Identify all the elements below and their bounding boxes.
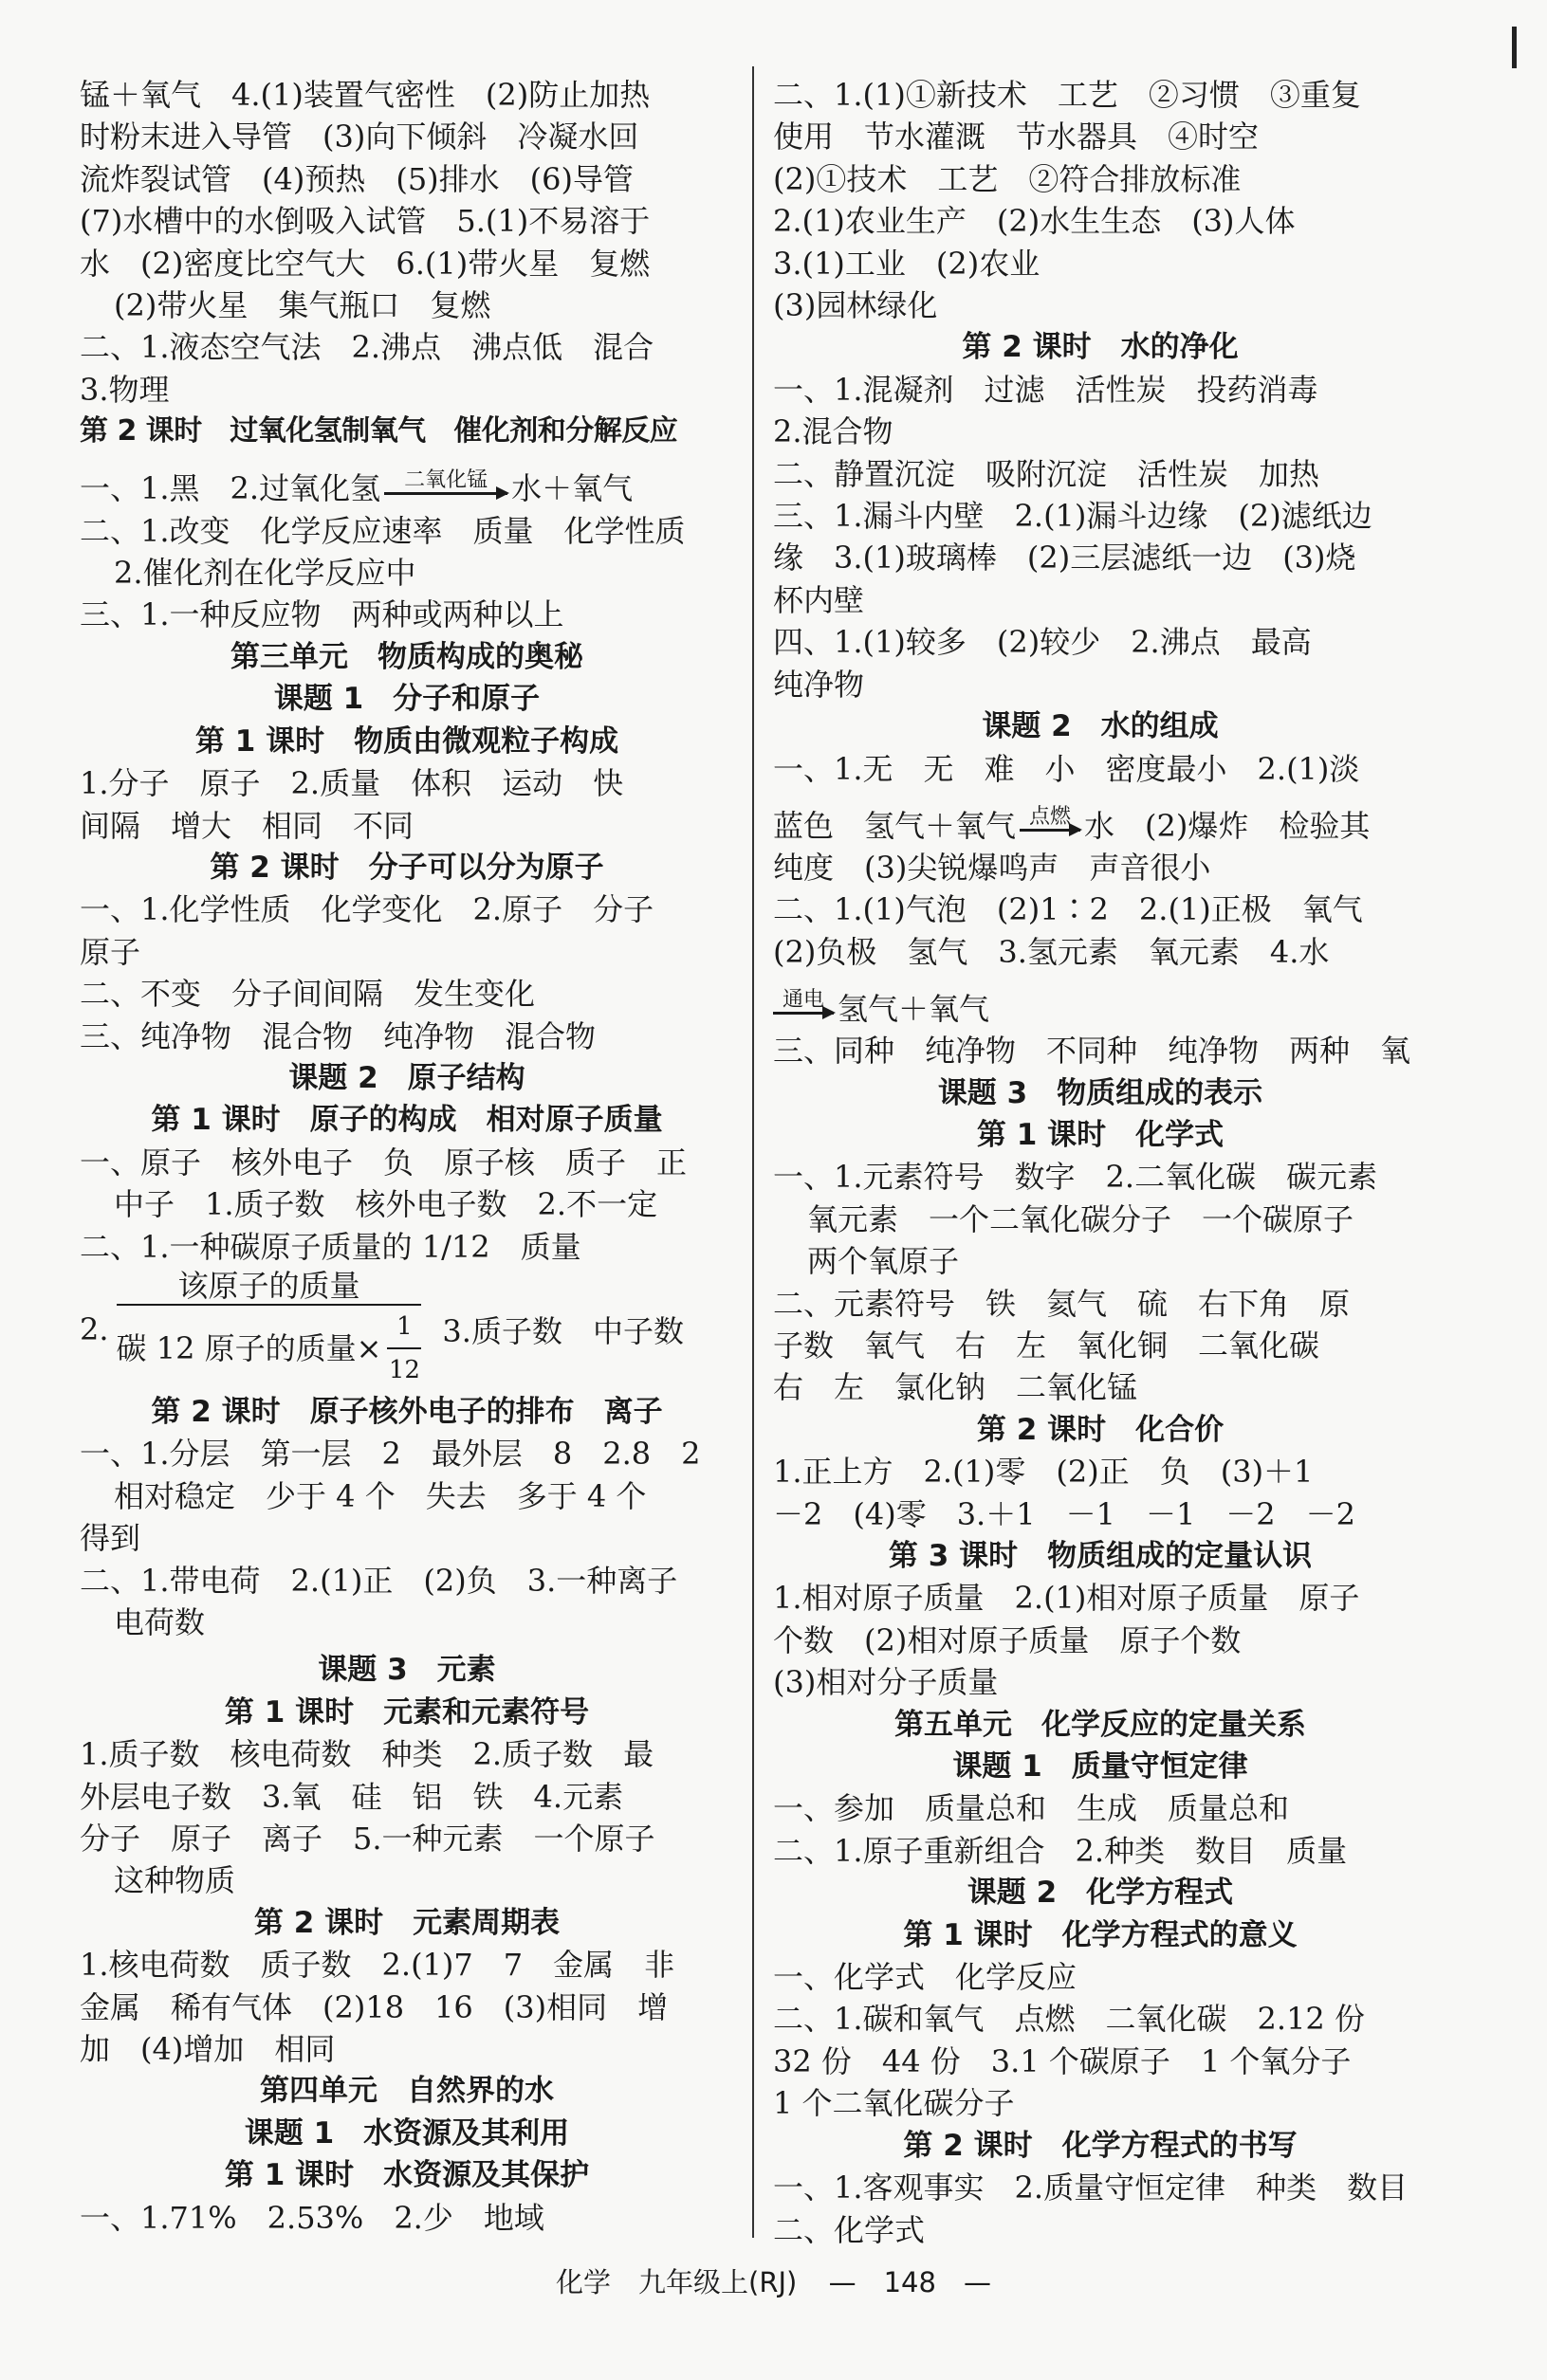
lesson-heading: 第 1 课时 化学式 bbox=[976, 1117, 1225, 1152]
answer-line: 一、参加 质量总和 生成 质量总和 bbox=[773, 1790, 1290, 1827]
answer-line: 二、1.(1)①新技术 工艺 ②习惯 ③重复 bbox=[773, 77, 1361, 113]
answer-line: (2)带火星 集气瓶口 复燃 bbox=[114, 287, 491, 324]
answer-line: 加 (4)增加 相同 bbox=[80, 2031, 336, 2068]
column-divider bbox=[752, 66, 754, 2238]
answer-line: 中子 1.质子数 核外电子数 2.不一定 bbox=[114, 1186, 658, 1223]
left-column bbox=[80, 74, 734, 2239]
answer-line: 二、元素符号 铁 氦气 硫 右下角 原 bbox=[773, 1285, 1351, 1322]
answer-line: 二、1.碳和氧气 点燃 二氧化碳 2.12 份 bbox=[773, 2001, 1365, 2038]
answer-line: 得到 bbox=[80, 1520, 141, 1557]
footer-subject: 化学 九年级上(RJ) bbox=[556, 2266, 798, 2298]
answer-line: 分子 原子 离子 5.一种元素 一个原子 bbox=[80, 1821, 655, 1858]
lesson-heading: 第 1 课时 原子的构成 相对原子质量 bbox=[151, 1103, 663, 1138]
answer-line: 两个氧原子 bbox=[807, 1243, 960, 1280]
answer-line: 三、1.漏斗内壁 2.(1)漏斗边缘 (2)滤纸边 bbox=[773, 498, 1372, 535]
unit-heading: 第五单元 化学反应的定量关系 bbox=[894, 1707, 1306, 1742]
answer-line: 二、不变 分子间间隔 发生变化 bbox=[80, 976, 536, 1013]
answer-line: 3.物理 bbox=[80, 371, 170, 408]
fraction-prefix: 2. bbox=[80, 1310, 109, 1347]
right-column bbox=[773, 74, 1427, 2251]
answer-line: 二、化学式 bbox=[773, 2211, 926, 2248]
answer-line: 1.分子 原子 2.质量 体积 运动 快 bbox=[80, 765, 624, 802]
answer-line: 二、1.带电荷 2.(1)正 (2)负 3.一种离子 bbox=[80, 1562, 678, 1599]
answer-line: 纯净物 bbox=[773, 666, 865, 703]
answer-line: 一、1.无 无 难 小 密度最小 2.(1)淡 bbox=[773, 750, 1360, 787]
answer-line: 1.相对原子质量 2.(1)相对原子质量 原子 bbox=[773, 1580, 1360, 1617]
page-footer bbox=[0, 2261, 1547, 2300]
fraction-numerator: 该原子的质量 bbox=[177, 1267, 360, 1304]
topic-heading: 课题 3 元素 bbox=[318, 1653, 496, 1688]
lesson-heading: 第 2 课时 分子可以分为原子 bbox=[210, 850, 604, 885]
answer-line: 子数 氧气 右 左 氧化铜 二氧化碳 bbox=[773, 1327, 1320, 1364]
answer-line: 四、1.(1)较多 (2)较少 2.沸点 最高 bbox=[773, 624, 1312, 661]
answer-line: 二、1.改变 化学反应速率 质量 化学性质 bbox=[80, 512, 686, 549]
reaction-condition: 点燃 bbox=[1029, 804, 1072, 829]
answer-line: (3)相对分子质量 bbox=[773, 1664, 999, 1701]
lesson-heading: 第 2 课时 过氧化氢制氧气 催化剂和分解反应 bbox=[80, 414, 678, 449]
topic-heading: 课题 2 水的组成 bbox=[982, 709, 1219, 744]
answer-line: 杯内壁 bbox=[773, 581, 865, 618]
fraction-formula bbox=[80, 1268, 734, 1391]
reaction-condition: 二氧化锰 bbox=[404, 467, 488, 492]
lesson-heading: 第 1 课时 水资源及其保护 bbox=[224, 2158, 590, 2193]
lesson-heading: 第 2 课时 化学方程式的书写 bbox=[903, 2128, 1298, 2163]
answer-line: 2.催化剂在化学反应中 bbox=[114, 555, 416, 592]
reaction-arrow bbox=[384, 469, 507, 510]
lesson-heading: 第 1 课时 元素和元素符号 bbox=[224, 1694, 590, 1730]
answer-line: 一、1.化学性质 化学变化 2.原子 分子 bbox=[80, 891, 654, 928]
lesson-heading: 第 2 课时 原子核外电子的排布 离子 bbox=[151, 1394, 663, 1429]
topic-heading: 课题 1 水资源及其利用 bbox=[244, 2115, 570, 2151]
answer-line: 一、原子 核外电子 负 原子核 质子 正 bbox=[80, 1144, 688, 1181]
answer-line: 电荷数 bbox=[114, 1604, 206, 1640]
answer-line: 1.核电荷数 质子数 2.(1)7 7 金属 非 bbox=[80, 1947, 675, 1984]
answer-line: 时粉末进入导管 (3)向下倾斜 冷凝水回 bbox=[80, 119, 639, 156]
equation-reactants: 一、1.黑 2.过氧化氢 bbox=[80, 470, 381, 507]
answer-line: 1.正上方 2.(1)零 (2)正 负 (3)＋1 bbox=[773, 1454, 1314, 1491]
reaction-arrow bbox=[773, 989, 834, 1030]
answer-line: (2)负极 氢气 3.氢元素 氧元素 4.水 bbox=[773, 933, 1330, 970]
topic-heading: 课题 1 分子和原子 bbox=[273, 682, 541, 717]
answer-line: 1.质子数 核电荷数 种类 2.质子数 最 bbox=[80, 1736, 654, 1773]
small-fraction-denominator: 12 bbox=[388, 1355, 420, 1384]
answer-line: 2.(1)农业生产 (2)水生生态 (3)人体 bbox=[773, 203, 1296, 240]
small-fraction bbox=[387, 1306, 421, 1391]
topic-heading: 课题 3 物质组成的表示 bbox=[937, 1075, 1263, 1110]
answer-line: 氧元素 一个二氧化碳分子 一个碳原子 bbox=[807, 1200, 1354, 1237]
answer-line: 1 个二氧化碳分子 bbox=[773, 2085, 1015, 2122]
lesson-heading: 第 1 课时 物质由微观粒子构成 bbox=[194, 723, 619, 759]
answer-line: 3.(1)工业 (2)农业 bbox=[773, 245, 1041, 282]
margin-bar bbox=[1512, 27, 1517, 68]
answer-line: 一、化学式 化学反应 bbox=[773, 1959, 1077, 1996]
answer-line: 相对稳定 少于 4 个 失去 多于 4 个 bbox=[114, 1477, 647, 1514]
answer-line: 二、1.一种碳原子质量的 1/12 质量 bbox=[80, 1228, 581, 1265]
answer-line: 右 左 氯化钠 二氧化锰 bbox=[773, 1369, 1138, 1406]
fraction bbox=[117, 1268, 422, 1391]
answer-line: 锰＋氧气 4.(1)装置气密性 (2)防止加热 bbox=[80, 77, 651, 113]
answer-line: －2 (4)零 3.＋1 －1 －1 －2 －2 bbox=[773, 1495, 1356, 1532]
topic-heading: 课题 1 质量守恒定律 bbox=[952, 1749, 1248, 1785]
answer-line: 一、1.混凝剂 过滤 活性炭 投药消毒 bbox=[773, 371, 1318, 408]
answer-line: 一、1.元素符号 数字 2.二氧化碳 碳元素 bbox=[773, 1159, 1378, 1196]
equation-line bbox=[80, 453, 734, 510]
page-number: — 148 — bbox=[828, 2266, 991, 2298]
answer-line: 原子 bbox=[80, 933, 141, 970]
reaction-arrow bbox=[1020, 806, 1080, 847]
answer-line: 纯度 (3)尖锐爆鸣声 声音很小 bbox=[773, 849, 1211, 886]
answer-line: 外层电子数 3.氧 硅 铝 铁 4.元素 bbox=[80, 1778, 624, 1815]
equation-products: 水 (2)爆炸 检验其 bbox=[1084, 807, 1371, 844]
reaction-condition: 通电 bbox=[782, 988, 824, 1013]
lesson-heading: 第 1 课时 化学方程式的意义 bbox=[903, 1917, 1298, 1952]
answer-line: 二、1.液态空气法 2.沸点 沸点低 混合 bbox=[80, 329, 654, 366]
answer-line: 使用 节水灌溉 节水器具 ④时空 bbox=[773, 119, 1260, 156]
answer-line: 金属 稀有气体 (2)18 16 (3)相同 增 bbox=[80, 1988, 669, 2025]
answer-line: (7)水槽中的水倒吸入试管 5.(1)不易溶于 bbox=[80, 203, 651, 240]
answer-line: 一、1.分层 第一层 2 最外层 8 2.8 2 bbox=[80, 1436, 701, 1473]
answer-line: 间隔 增大 相同 不同 bbox=[80, 807, 414, 844]
equation-reactants: 蓝色 氢气＋氧气 bbox=[773, 807, 1017, 844]
equation-line bbox=[773, 790, 1427, 847]
answer-line: 一、1.客观事实 2.质量守恒定律 种类 数目 bbox=[773, 2169, 1409, 2206]
answer-line: 个数 (2)相对原子质量 原子个数 bbox=[773, 1621, 1242, 1658]
answer-line: 三、同种 纯净物 不同种 纯净物 两种 氧 bbox=[773, 1033, 1411, 1070]
answer-line: (3)园林绿化 bbox=[773, 287, 938, 324]
answer-line: 2.混合物 bbox=[773, 413, 893, 450]
unit-heading: 第四单元 自然界的水 bbox=[260, 2074, 554, 2109]
answer-line: 缘 3.(1)玻璃棒 (2)三层滤纸一边 (3)烧 bbox=[773, 540, 1356, 577]
equation-products: 水＋氧气 bbox=[511, 470, 634, 507]
topic-heading: 课题 2 原子结构 bbox=[288, 1060, 525, 1095]
lesson-heading: 第 2 课时 化合价 bbox=[976, 1412, 1225, 1447]
answer-line: (2)①技术 工艺 ②符合排放标准 bbox=[773, 160, 1242, 197]
fraction-suffix: 3.质子数 中子数 bbox=[442, 1312, 684, 1349]
unit-heading: 第三单元 物质构成的奥秘 bbox=[230, 639, 583, 674]
answer-line: 二、静置沉淀 吸附沉淀 活性炭 加热 bbox=[773, 455, 1320, 492]
answer-line: 32 份 44 份 3.1 个碳原子 1 个氧分子 bbox=[773, 2042, 1352, 2079]
equation-products: 氢气＋氧气 bbox=[838, 990, 990, 1027]
answer-line: 水 (2)密度比空气大 6.(1)带火星 复燃 bbox=[80, 245, 651, 282]
answer-line: 三、1.一种反应物 两种或两种以上 bbox=[80, 596, 564, 633]
small-fraction-numerator: 1 bbox=[396, 1311, 413, 1341]
answer-line: 二、1.原子重新组合 2.种类 数目 质量 bbox=[773, 1832, 1348, 1869]
topic-heading: 课题 2 化学方程式 bbox=[967, 1876, 1234, 1911]
answer-line: 流炸裂试管 (4)预热 (5)排水 (6)导管 bbox=[80, 160, 634, 197]
answer-line: 三、纯净物 混合物 纯净物 混合物 bbox=[80, 1017, 597, 1054]
fraction-denominator: 碳 12 原子的质量× bbox=[116, 1329, 382, 1366]
lesson-heading: 第 2 课时 水的净化 bbox=[962, 330, 1239, 365]
answer-line: 一、1.71% 2.53% 2.少 地域 bbox=[80, 2199, 544, 2236]
lesson-heading: 第 3 课时 物质组成的定量认识 bbox=[888, 1539, 1313, 1573]
answer-line: 二、1.(1)气泡 (2)1∶2 2.(1)正极 氧气 bbox=[773, 891, 1363, 928]
lesson-heading: 第 2 课时 元素周期表 bbox=[253, 1905, 561, 1940]
answer-line: 这种物质 bbox=[114, 1862, 236, 1899]
equation-line bbox=[773, 973, 1427, 1030]
